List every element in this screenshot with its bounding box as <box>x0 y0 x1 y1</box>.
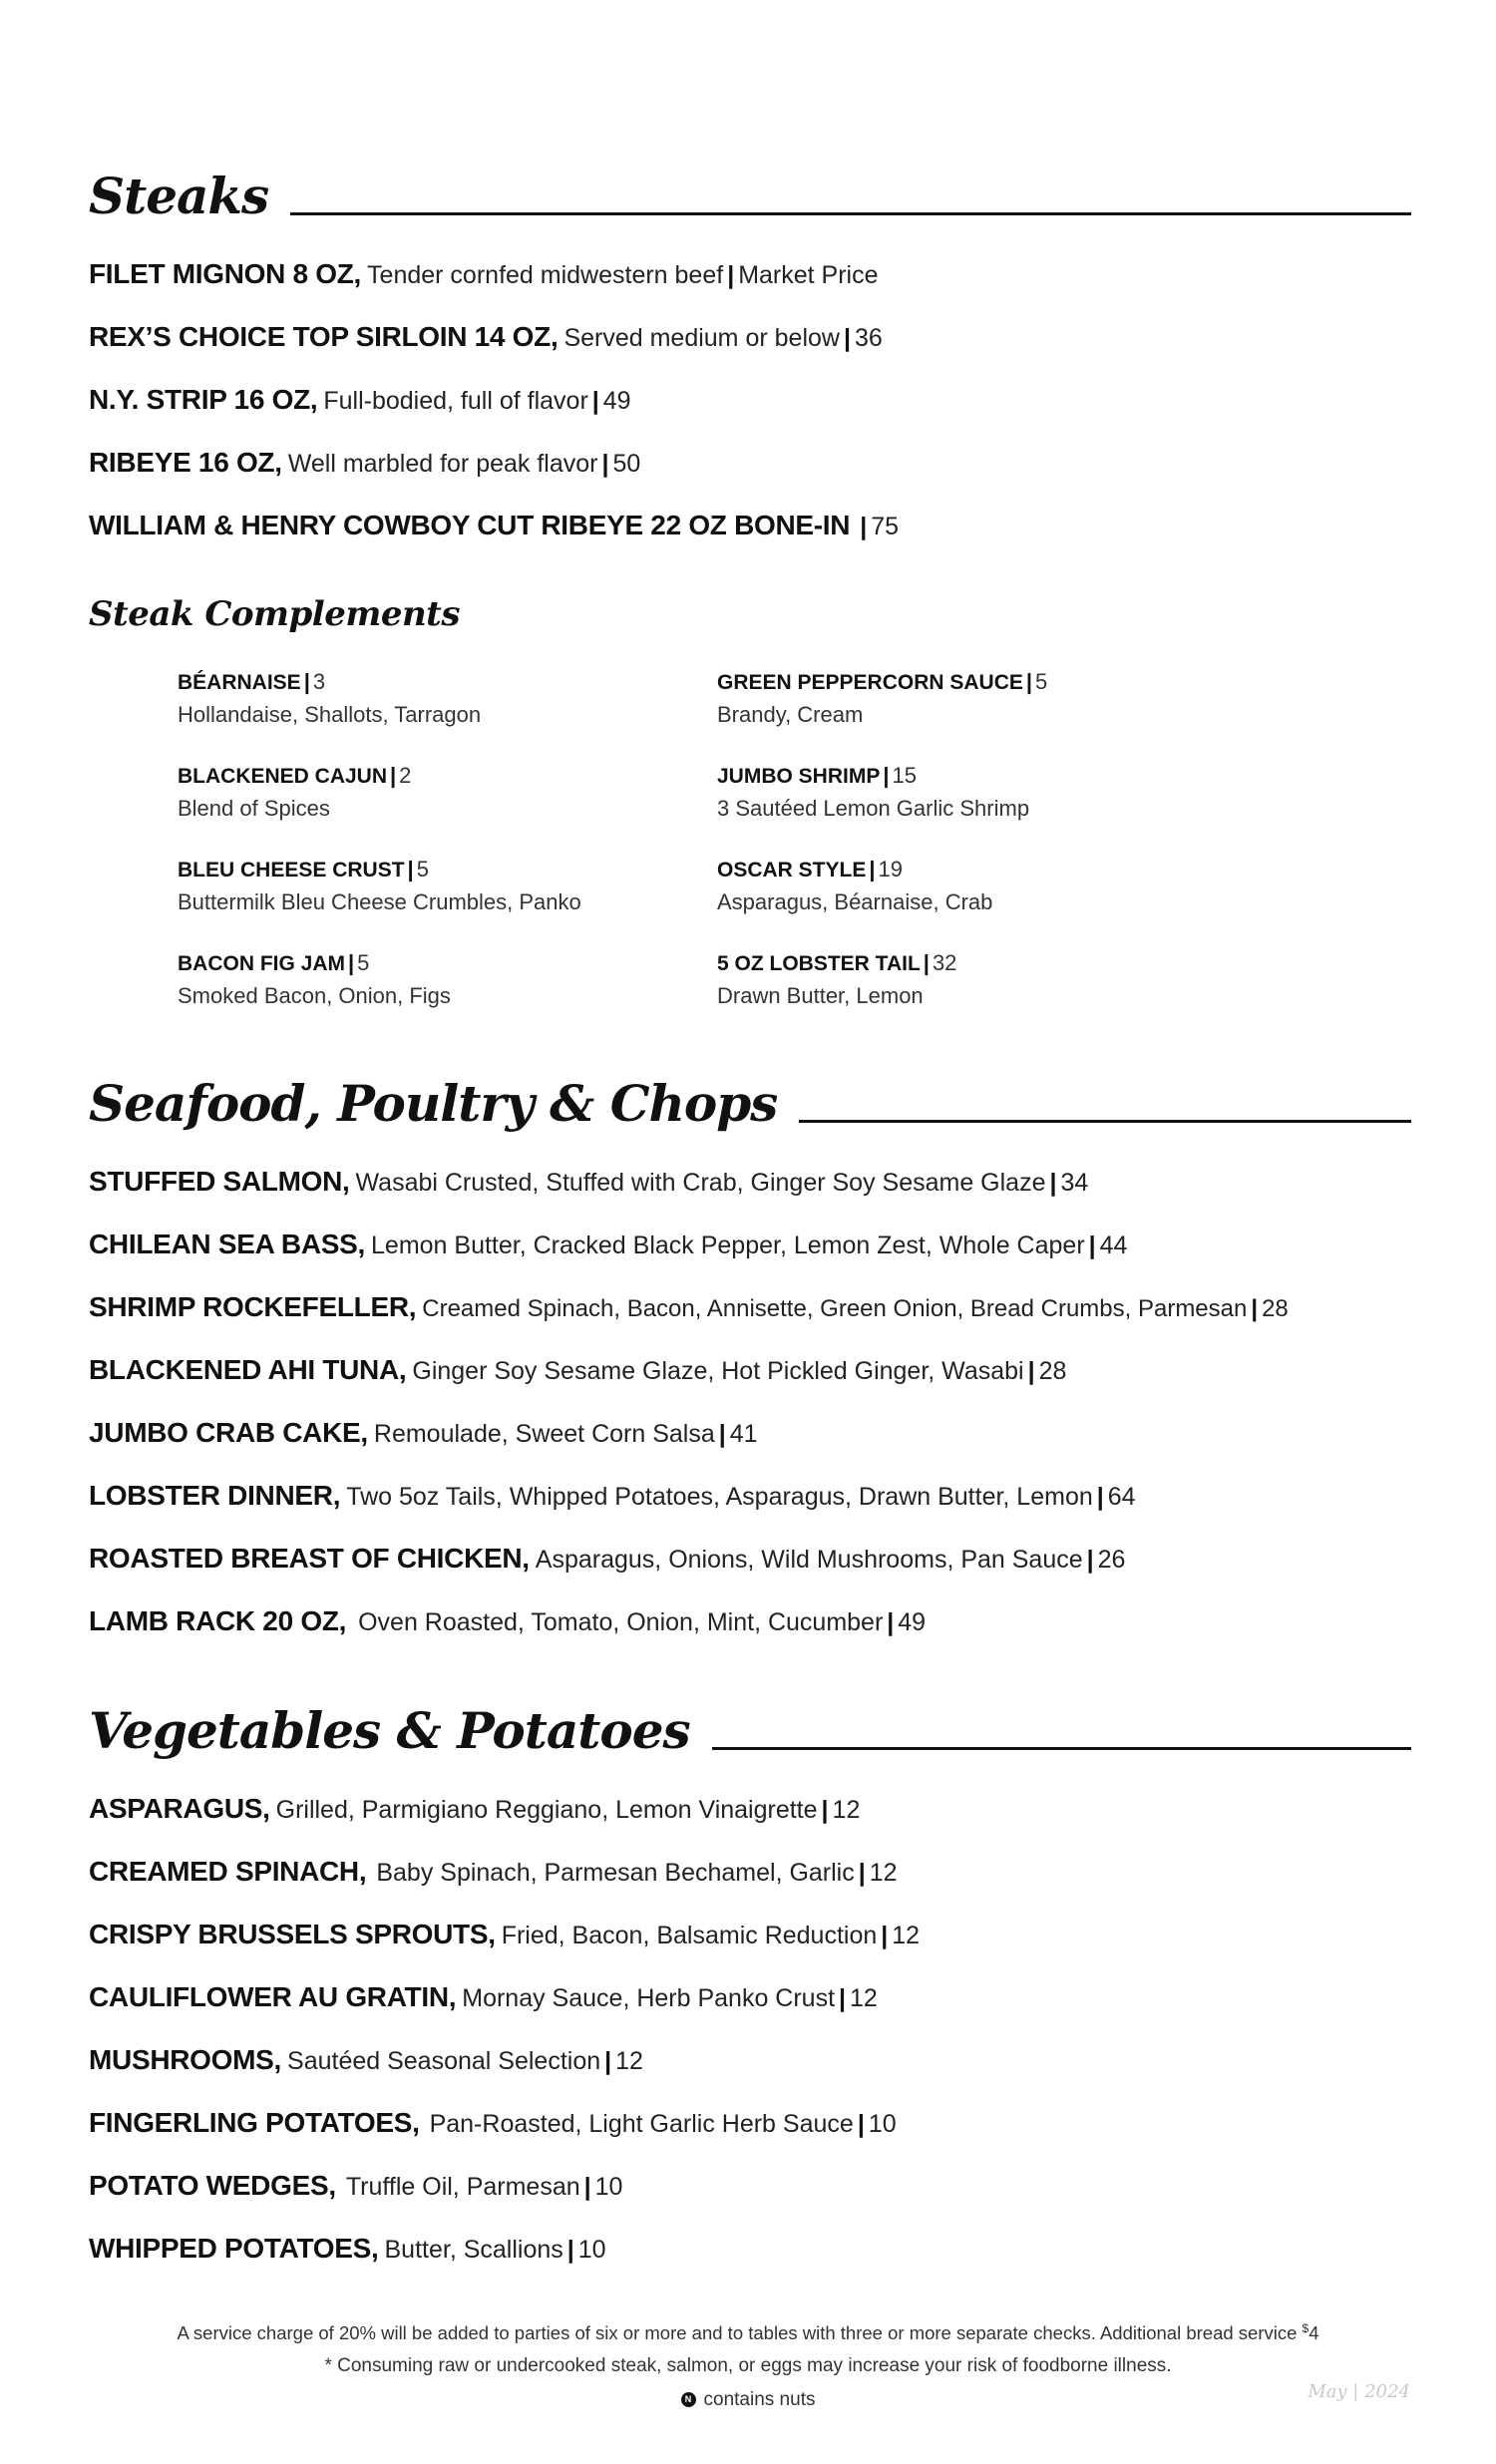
item-description: Truffle Oil, Parmesan <box>345 2173 580 2201</box>
item-price: 10 <box>594 2173 623 2201</box>
item-description: Well marbled for peak flavor <box>287 450 598 478</box>
item-name: JUMBO CRAB CAKE, <box>89 1417 368 1448</box>
item-price: 36 <box>854 324 883 352</box>
complement-description: Hollandaise, Shallots, Tarragon <box>178 702 482 727</box>
item-price: 28 <box>1038 1357 1067 1385</box>
item-description: Grilled, Parmigiano Reggiano, Lemon Vinaigrette <box>275 1796 818 1824</box>
item-name: CREAMED SPINACH, <box>89 1856 367 1887</box>
complement-description: Brandy, Cream <box>717 702 864 727</box>
menu-item <box>89 509 899 543</box>
menu-item <box>89 1165 1088 1200</box>
item-description: Two 5oz Tails, Whipped Potatoes, Asparagus, Drawn Butter, Lemon <box>346 1483 1093 1511</box>
separator: | <box>883 763 890 788</box>
item-description: Lemon Butter, Cracked Black Pepper, Lemon Zest, Whole Caper <box>371 1232 1085 1259</box>
complement-name: GREEN PEPPERCORN SAUCE <box>717 671 1023 694</box>
menu-date: May | 2024 <box>1308 2381 1410 2402</box>
item-name: WHIPPED POTATOES, <box>89 2233 379 2264</box>
nuts-label: contains nuts <box>703 2389 816 2410</box>
item-description: Creamed Spinach, Bacon, Annisette, Green Onion, Bread Crumbs, Parmesan <box>422 1295 1248 1322</box>
item-price: 12 <box>850 1984 878 2012</box>
menu-item <box>89 446 640 481</box>
vegetables-header <box>89 1701 1411 1760</box>
item-price: 50 <box>612 450 641 478</box>
item-price: 41 <box>729 1420 758 1448</box>
separator: | <box>887 1608 895 1636</box>
item-price: 75 <box>871 513 900 540</box>
item-name: CHILEAN SEA BASS, <box>89 1229 366 1259</box>
menu-item <box>89 1290 1289 1326</box>
complement-item <box>178 947 451 1012</box>
item-description: Full-bodied, full of flavor <box>323 387 588 415</box>
bread-price: 4 <box>1309 2322 1319 2344</box>
item-price: 12 <box>832 1796 861 1824</box>
item-name: REX’S CHOICE TOP SIRLOIN 14 OZ, <box>89 321 559 352</box>
item-price: 64 <box>1107 1483 1136 1511</box>
item-description: Served medium or below <box>563 324 840 352</box>
item-price: 49 <box>602 387 631 415</box>
item-description: Fried, Bacon, Balsamic Reduction <box>501 1922 878 1949</box>
item-name: ROASTED BREAST OF CHICKEN, <box>89 1543 530 1574</box>
separator: | <box>727 261 735 289</box>
complement-item <box>178 854 581 918</box>
consuming-warning: * Consuming raw or undercooked steak, salmon, or eggs may increase your risk of foodborne illness. <box>324 2355 1172 2376</box>
separator: | <box>1027 1357 1035 1385</box>
item-name: ASPARAGUS, <box>89 1793 270 1824</box>
item-name: FILET MIGNON 8 OZ, <box>89 258 362 289</box>
separator: | <box>407 857 414 881</box>
complement-description: Smoked Bacon, Onion, Figs <box>178 983 451 1008</box>
nuts-legend <box>0 2389 1496 2411</box>
menu-item <box>89 383 631 418</box>
complement-item <box>178 666 481 731</box>
separator: | <box>1086 1546 1094 1574</box>
item-price: 28 <box>1262 1295 1289 1322</box>
item-price: 12 <box>892 1922 921 1949</box>
separator: | <box>1049 1169 1057 1197</box>
item-description: Baby Spinach, Parmesan Bechamel, Garlic <box>376 1859 855 1887</box>
item-name: LOBSTER DINNER, <box>89 1480 341 1511</box>
complement-price: 3 <box>312 669 326 694</box>
separator: | <box>881 1922 889 1949</box>
complement-description: 3 Sautéed Lemon Garlic Shrimp <box>717 796 1030 821</box>
seafood-rule <box>799 1120 1411 1123</box>
menu-item <box>89 1228 1127 1262</box>
separator: | <box>821 1796 829 1824</box>
item-price: 44 <box>1099 1232 1128 1259</box>
separator: | <box>860 513 868 540</box>
item-name: FINGERLING POTATOES, <box>89 2107 420 2138</box>
service-charge-text: A service charge of 20% will be added to parties of six or more and to tables with three or more separate checks. Additional bread service <box>177 2322 1298 2344</box>
menu-item <box>89 1855 898 1890</box>
separator: | <box>858 1859 866 1887</box>
nut-icon: N <box>681 2392 696 2407</box>
separator: | <box>303 669 310 694</box>
menu-item <box>89 1792 860 1827</box>
item-description: Pan-Roasted, Light Garlic Herb Sauce <box>429 2110 854 2138</box>
separator: | <box>591 387 599 415</box>
menu-item <box>89 320 883 355</box>
item-name: CRISPY BRUSSELS SPROUTS, <box>89 1919 496 1949</box>
complement-name: JUMBO SHRIMP <box>717 765 881 788</box>
separator: | <box>869 857 876 881</box>
item-price: Market Price <box>738 261 879 289</box>
complement-item <box>717 666 1047 731</box>
item-name: MUSHROOMS, <box>89 2044 282 2075</box>
item-price: 10 <box>868 2110 897 2138</box>
complement-description: Blend of Spices <box>178 796 330 821</box>
steaks-header <box>89 167 1411 225</box>
item-description: Butter, Scallions <box>384 2236 563 2264</box>
complement-description: Asparagus, Béarnaise, Crab <box>717 889 993 914</box>
item-name: SHRIMP ROCKEFELLER, <box>89 1291 417 1322</box>
item-description: Asparagus, Onions, Wild Mushrooms, Pan Sauce <box>535 1546 1083 1574</box>
complement-description: Buttermilk Bleu Cheese Crumbles, Panko <box>178 889 581 914</box>
item-name: LAMB RACK 20 OZ, <box>89 1605 347 1636</box>
separator: | <box>1251 1295 1259 1322</box>
item-price: 26 <box>1097 1546 1126 1574</box>
item-name: POTATO WEDGES, <box>89 2170 336 2201</box>
menu-item <box>89 2169 622 2204</box>
item-price: 12 <box>869 1859 898 1887</box>
complement-price: 5 <box>357 950 370 975</box>
menu-item <box>89 1918 920 1952</box>
complement-description: Drawn Butter, Lemon <box>717 983 924 1008</box>
item-price: 12 <box>615 2047 643 2075</box>
separator: | <box>583 2173 591 2201</box>
separator: | <box>843 324 851 352</box>
complement-price: 5 <box>1035 669 1048 694</box>
seafood-header <box>89 1074 1411 1133</box>
seafood-title: Seafood, Poultry & Chops <box>89 1074 778 1133</box>
complement-name: OSCAR STYLE <box>717 859 867 881</box>
item-description: Mornay Sauce, Herb Panko Crust <box>462 1984 836 2012</box>
item-price: 34 <box>1060 1169 1089 1197</box>
separator: | <box>1025 669 1033 694</box>
separator: | <box>1096 1483 1104 1511</box>
item-name: N.Y. STRIP 16 OZ, <box>89 384 318 415</box>
menu-item <box>89 2043 643 2078</box>
menu-item <box>89 2232 606 2267</box>
item-price: 10 <box>577 2236 606 2264</box>
menu-item <box>89 1479 1136 1514</box>
menu-item <box>89 257 879 292</box>
complement-item <box>717 760 1029 825</box>
complement-price: 2 <box>399 763 412 788</box>
item-description: Remoulade, Sweet Corn Salsa <box>373 1420 715 1448</box>
separator: | <box>348 950 355 975</box>
complement-item <box>178 760 411 825</box>
service-charge-note <box>0 2321 1496 2344</box>
separator: | <box>718 1420 726 1448</box>
complement-item <box>717 854 992 918</box>
complement-name: BÉARNAISE <box>178 671 301 694</box>
complement-name: BACON FIG JAM <box>178 952 345 975</box>
complement-name: BLEU CHEESE CRUST <box>178 859 405 881</box>
steaks-title: Steaks <box>89 167 269 225</box>
item-name: STUFFED SALMON, <box>89 1166 350 1197</box>
item-name: BLACKENED AHI TUNA, <box>89 1354 407 1385</box>
steaks-rule <box>290 212 1411 215</box>
separator: | <box>839 1984 847 2012</box>
complement-name: 5 OZ LOBSTER TAIL <box>717 952 921 975</box>
menu-item <box>89 1542 1125 1577</box>
item-price: 49 <box>898 1608 927 1636</box>
complement-price: 5 <box>416 857 429 881</box>
item-description: Oven Roasted, Tomato, Onion, Mint, Cucumber <box>358 1608 884 1636</box>
item-description: Ginger Soy Sesame Glaze, Hot Pickled Ginger, Wasabi <box>412 1357 1024 1385</box>
item-description: Wasabi Crusted, Stuffed with Crab, Ginger Soy Sesame Glaze <box>355 1169 1046 1197</box>
item-description: Sautéed Seasonal Selection <box>287 2047 601 2075</box>
separator: | <box>601 450 609 478</box>
menu-item <box>89 1604 926 1639</box>
separator: | <box>566 2236 574 2264</box>
separator: | <box>923 950 930 975</box>
separator: | <box>857 2110 865 2138</box>
complements-title: Steak Complements <box>89 594 461 634</box>
item-description: Tender cornfed midwestern beef <box>367 261 724 289</box>
complement-item <box>717 947 956 1012</box>
menu-item <box>89 2106 897 2141</box>
complement-price: 32 <box>932 950 957 975</box>
separator: | <box>604 2047 612 2075</box>
separator: | <box>1088 1232 1096 1259</box>
bread-currency: $ <box>1302 2321 1309 2335</box>
menu-item <box>89 1353 1066 1388</box>
complement-price: 15 <box>892 763 917 788</box>
item-name: WILLIAM & HENRY COWBOY CUT RIBEYE 22 OZ BONE-IN <box>89 510 851 540</box>
complement-name: BLACKENED CAJUN <box>178 765 388 788</box>
item-name: CAULIFLOWER AU GRATIN, <box>89 1981 457 2012</box>
menu-item <box>89 1980 878 2015</box>
complement-price: 19 <box>878 857 903 881</box>
separator: | <box>390 763 397 788</box>
item-name: RIBEYE 16 OZ, <box>89 447 282 478</box>
vegetables-rule <box>712 1747 1411 1750</box>
menu-item <box>89 1416 758 1451</box>
vegetables-title: Vegetables & Potatoes <box>89 1701 690 1760</box>
